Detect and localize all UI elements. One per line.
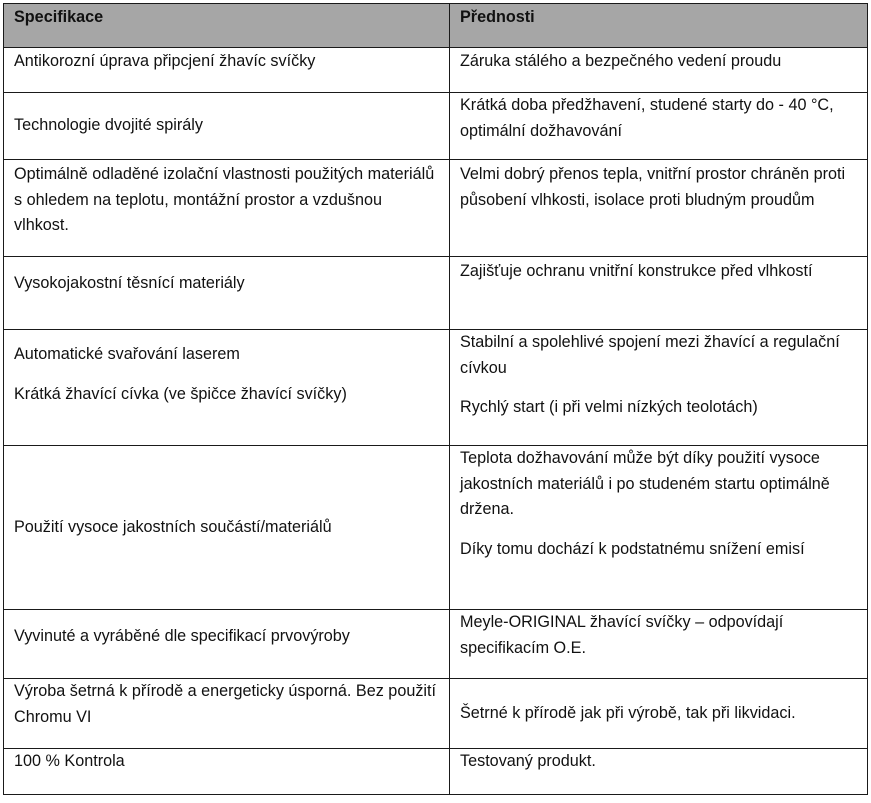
table-row	[4, 48, 868, 93]
benefit-text: Rychlý start (i při velmi nízkých teolotách)	[460, 398, 758, 416]
table-row	[4, 749, 868, 795]
benefit-cell	[450, 257, 868, 330]
spec-text: Vyvinuté a vyráběné dle specifikací prvovýroby	[14, 627, 350, 645]
table-row	[4, 330, 868, 446]
benefit-cell	[450, 330, 868, 446]
table-row	[4, 257, 868, 330]
spec-text: Vysokojakostní těsnící materiály	[14, 274, 245, 292]
table-row	[4, 679, 868, 749]
benefit-cell	[450, 93, 868, 160]
spec-cell	[4, 749, 450, 795]
table-row	[4, 446, 868, 610]
benefit-text: Meyle-ORIGINAL žhavící svíčky – odpovídají specifikacím O.E.	[460, 613, 784, 657]
spec-cell	[4, 160, 450, 257]
benefit-text: Šetrné k přírodě jak při výrobě, tak při likvidaci.	[460, 703, 796, 722]
spec-text: Výroba šetrná k přírodě a energeticky úsporná. Bez použití Chromu VI	[14, 682, 437, 726]
benefit-text: Záruka stálého a bezpečného vedení proudu	[460, 52, 782, 70]
benefit-cell	[450, 446, 868, 610]
table-row	[4, 610, 868, 679]
spec-text: Krátká žhavící cívka (ve špičce žhavící svíčky)	[14, 384, 347, 403]
spec-cell	[4, 257, 450, 330]
benefit-text: Díky tomu dochází k podstatnému snížení emisí	[460, 539, 805, 558]
benefit-cell	[450, 679, 868, 749]
spec-text: Použití vysoce jakostních součástí/materiálů	[14, 517, 332, 536]
table-header-row	[4, 4, 868, 48]
spec-text: Optimálně odladěné izolační vlastnosti použitých materiálů s ohledem na teplotu, montážní prostor a vzdušnou vlhkost.	[14, 165, 435, 234]
benefit-text: Zajišťuje ochranu vnitřní konstrukce před vlhkostí	[460, 262, 813, 280]
spec-cell	[4, 93, 450, 160]
benefit-cell	[450, 160, 868, 257]
spec-cell	[4, 610, 450, 679]
spec-cell	[4, 48, 450, 93]
benefit-text: Velmi dobrý přenos tepla, vnitřní prostor chráněn proti působení vlhkosti, isolace proti bludným proudům	[460, 165, 846, 209]
benefit-cell	[450, 749, 868, 795]
benefit-text: Teplota dožhavování může být díky použití vysoce jakostních materiálů i po studeném startu optimálně držena.	[460, 449, 830, 518]
header-prednosti: Přednosti	[450, 4, 868, 48]
benefit-text: Testovaný produkt.	[460, 752, 596, 770]
spec-benefits-table	[3, 3, 868, 795]
spec-text: Technologie dvojité spirály	[14, 116, 203, 135]
spec-cell	[4, 446, 450, 610]
benefit-cell	[450, 610, 868, 679]
benefit-text: Stabilní a spolehlivé spojení mezi žhavící a regulační cívkou	[460, 333, 840, 377]
header-specifikace: Specifikace	[4, 4, 450, 48]
table-row	[4, 93, 868, 160]
spec-text: Antikorozní úprava připcjení žhavíc svíčky	[14, 52, 316, 70]
spec-cell	[4, 330, 450, 446]
spec-cell	[4, 679, 450, 749]
spec-text: Automatické svařování laserem	[14, 345, 240, 363]
table-row	[4, 160, 868, 257]
benefit-cell	[450, 48, 868, 93]
benefit-text: Krátká doba předžhavení, studené starty do - 40 °C, optimální dožhavování	[460, 96, 834, 140]
spec-text: 100 % Kontrola	[14, 752, 125, 770]
